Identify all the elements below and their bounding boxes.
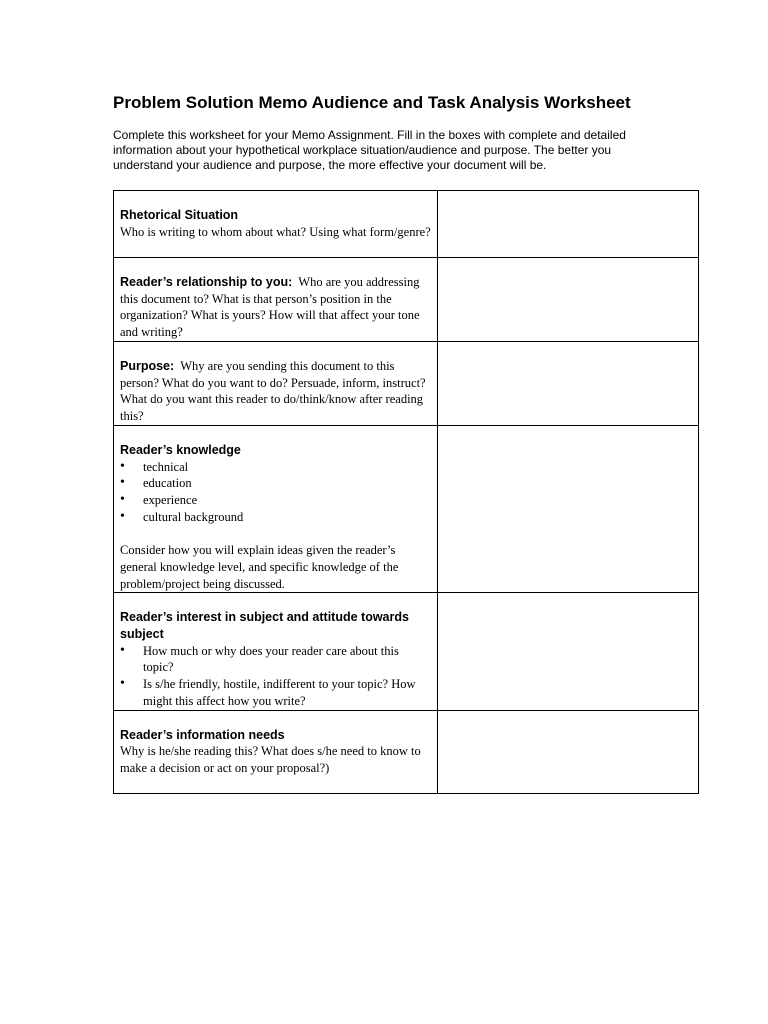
row-heading: Reader’s interest in subject and attitude towards subject (120, 610, 409, 642)
row-text: Why is he/she reading this? What does s/he need to know to make a decision or act on your proposal?) (120, 744, 421, 775)
knowledge-list (120, 459, 431, 526)
interest-list (120, 643, 431, 710)
row-text: Who is writing to whom about what? Using what form/genre? (120, 224, 431, 239)
row-heading: Rhetorical Situation (120, 208, 239, 222)
question-cell (114, 191, 438, 258)
list-item: • education (120, 475, 431, 492)
row-text: Consider how you will explain ideas given the reader’s general knowledge level, and specific knowledge of the problem/project being discussed. (120, 543, 399, 591)
list-item: • cultural background (120, 509, 431, 526)
row-heading: Purpose: (120, 359, 175, 373)
row-purpose (114, 342, 699, 426)
row-heading: Reader’s relationship to you: (120, 275, 293, 289)
list-item: • experience (120, 492, 431, 509)
answer-box[interactable] (438, 426, 699, 593)
question-cell (114, 593, 438, 710)
page-title: Problem Solution Memo Audience and Task Analysis Worksheet (113, 93, 631, 112)
answer-box[interactable] (438, 593, 699, 710)
question-cell (114, 342, 438, 426)
row-readers-relationship (114, 258, 699, 342)
row-heading: Reader’s knowledge (120, 443, 241, 457)
list-item: • How much or why does your reader care about this topic? (120, 643, 431, 676)
question-cell (114, 258, 438, 342)
row-readers-interest (114, 593, 699, 710)
question-cell (114, 710, 438, 793)
row-heading: Reader’s information needs (120, 727, 285, 742)
list-item: • Is s/he friendly, hostile, indifferent to your topic? How might this affect how you write? (120, 676, 431, 709)
row-rhetorical-situation (114, 191, 699, 258)
row-text: Why are you sending this document to this person? What do you want to do? Persuade, inform, instruct? What do you want this reader to do/think/know after reading this? (120, 359, 426, 424)
worksheet-table (113, 190, 699, 794)
row-text: Who are you addressing this document to? What is that person’s position in the organization? What is yours? How will that affect your tone and writing? (120, 275, 420, 340)
answer-box[interactable] (438, 342, 699, 426)
row-readers-knowledge (114, 426, 699, 593)
list-item: • technical (120, 459, 431, 476)
answer-box[interactable] (438, 258, 699, 342)
answer-box[interactable] (438, 710, 699, 793)
intro-paragraph: Complete this worksheet for your Memo Assignment. Fill in the boxes with complete and detailed information about your hypothetical workplace situation/audience and purpose. The better you understand your audience and purpose, the more effective your document will be. (113, 128, 626, 172)
question-cell (114, 426, 438, 593)
row-information-needs (114, 710, 699, 793)
answer-box[interactable] (438, 191, 699, 258)
